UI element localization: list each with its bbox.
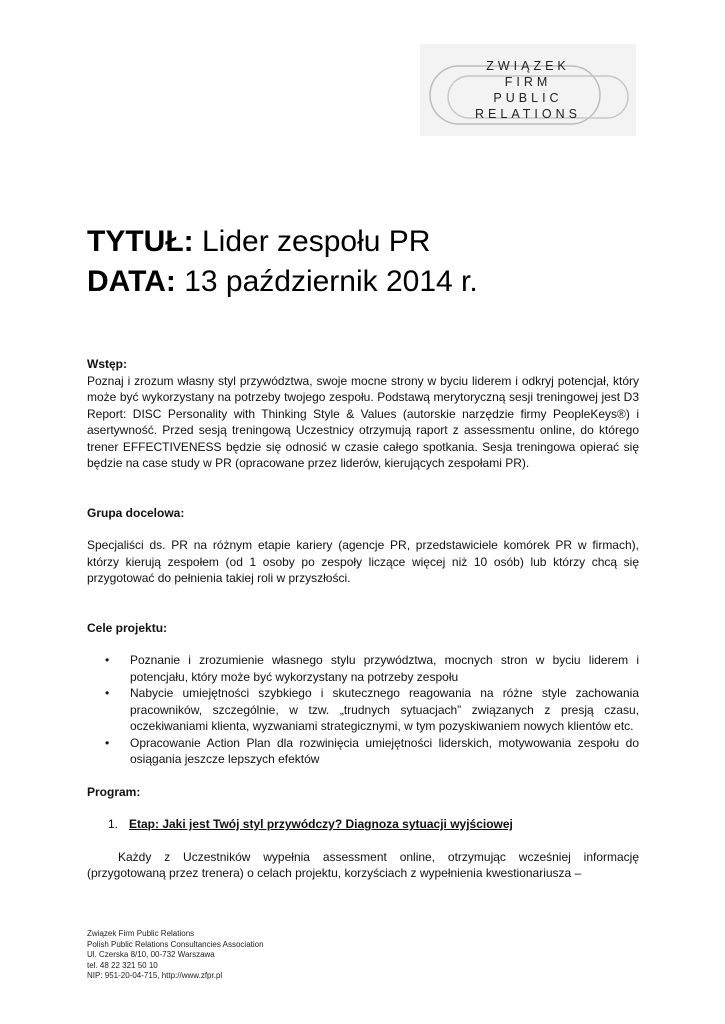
zfpr-logo (420, 44, 636, 136)
logo-line-2: FIRM (504, 75, 552, 89)
bullet-icon: • (105, 653, 110, 667)
goals-heading: Cele projektu: (87, 620, 168, 635)
document-body (87, 356, 639, 882)
title-line (87, 222, 478, 262)
intro-heading: Wstęp: (87, 357, 127, 371)
document-heading (87, 222, 478, 302)
footer-line: tel. 48 22 321 50 10 (87, 960, 158, 970)
page-footer (87, 929, 264, 982)
goal-item (87, 735, 639, 768)
audience-paragraph: Specjaliści ds. PR na różnym etapie kariery (agencje PR, przedstawiciele komórek PR w firmach), którzy kierują zespołem (od 1 osoby po zespoły liczące więcej niż 10 osób) lub którzy chcą się przygotować do pełnienia takiej roli w przyszłości. (87, 538, 639, 585)
footer-line: Związek Firm Public Relations (87, 929, 195, 938)
logo-text (428, 58, 628, 122)
bullet-icon: • (105, 735, 110, 750)
date-value: 13 październik 2014 r. (175, 265, 478, 298)
stage-number: 1. (108, 817, 119, 831)
goal-text: Poznanie i zrozumienie własnego stylu przywództwa, mocnych stron w byciu liderem i potencjału, który może być wykorzystany na potrzeby zespołu (130, 653, 639, 684)
date-label: DATA: (87, 265, 176, 298)
footer-line: Polish Public Relations Consultancies Association (87, 939, 264, 949)
goal-text: Nabycie umiejętności szybkiego i skutecznego reagowania na różne style zachowania pracowników, szczególnie, w tzw. „trudnych sytuacjach” związanych z presją czasu, oczekiwaniami klienta, wyzwaniami strategicznymi, w tym pozyskiwaniem nowych klientów etc. (130, 686, 639, 733)
date-line (87, 262, 478, 302)
stage-1-paragraph: Każdy z Uczestników wypełnia assessment online, otrzymując wcześniej informację (przygotowaną przez trenera) o celach projektu, korzyściach z wypełnienia kwestionariusza – (87, 849, 639, 880)
goals-list (87, 652, 639, 768)
logo-line-4: RELATIONS (475, 107, 581, 121)
goal-item (87, 652, 639, 685)
program-heading: Program: (87, 784, 141, 799)
stage-title: Etap: Jaki jest Twój styl przywódczy? Diagnoza sytuacji wyjściowej (129, 817, 513, 831)
audience-heading: Grupa docelowa: (87, 505, 185, 520)
title-value: Lider zespołu PR (193, 225, 431, 258)
goal-item (87, 685, 639, 735)
intro-paragraph: Poznaj i zrozum własny styl przywództwa, swoje mocne strony w byciu liderem i odkryj potencjał, który może być wykorzystany na potrzeby twojego zespołu. Podstawą merytoryczną sesji treningowej jest D3 Report: DISC Personality with Thinking Style & Values (autorskie narzędzie firmy PeopleKeys®) i asertywność. Przed sesją treningową Uczestnicy otrzymują raport z assessmentu online, do którego trener EFFECTIVENESS będzie się odnosić w czasie całego spotkania. Sesja treningowa opierać się będzie na case study w PR (opracowane przez liderów, kierujących zespołami PR). (87, 373, 639, 470)
bullet-icon: • (105, 686, 110, 700)
logo-line-3: PUBLIC (493, 91, 563, 105)
goal-text: Opracowanie Action Plan dla rozwinięcia umiejętności liderskich, motywowania zespołu do osiągania jeszcze lepszych efektów (130, 735, 639, 766)
title-label: TYTUŁ: (87, 225, 194, 258)
footer-line: NIP: 951-20-04-715, http://www.zfpr.pl (87, 971, 223, 980)
program-stage-1 (87, 816, 639, 833)
footer-line: Ul. Czerska 8/10, 00-732 Warszawa (87, 950, 215, 959)
logo-line-1: ZWIĄZEK (486, 59, 570, 73)
